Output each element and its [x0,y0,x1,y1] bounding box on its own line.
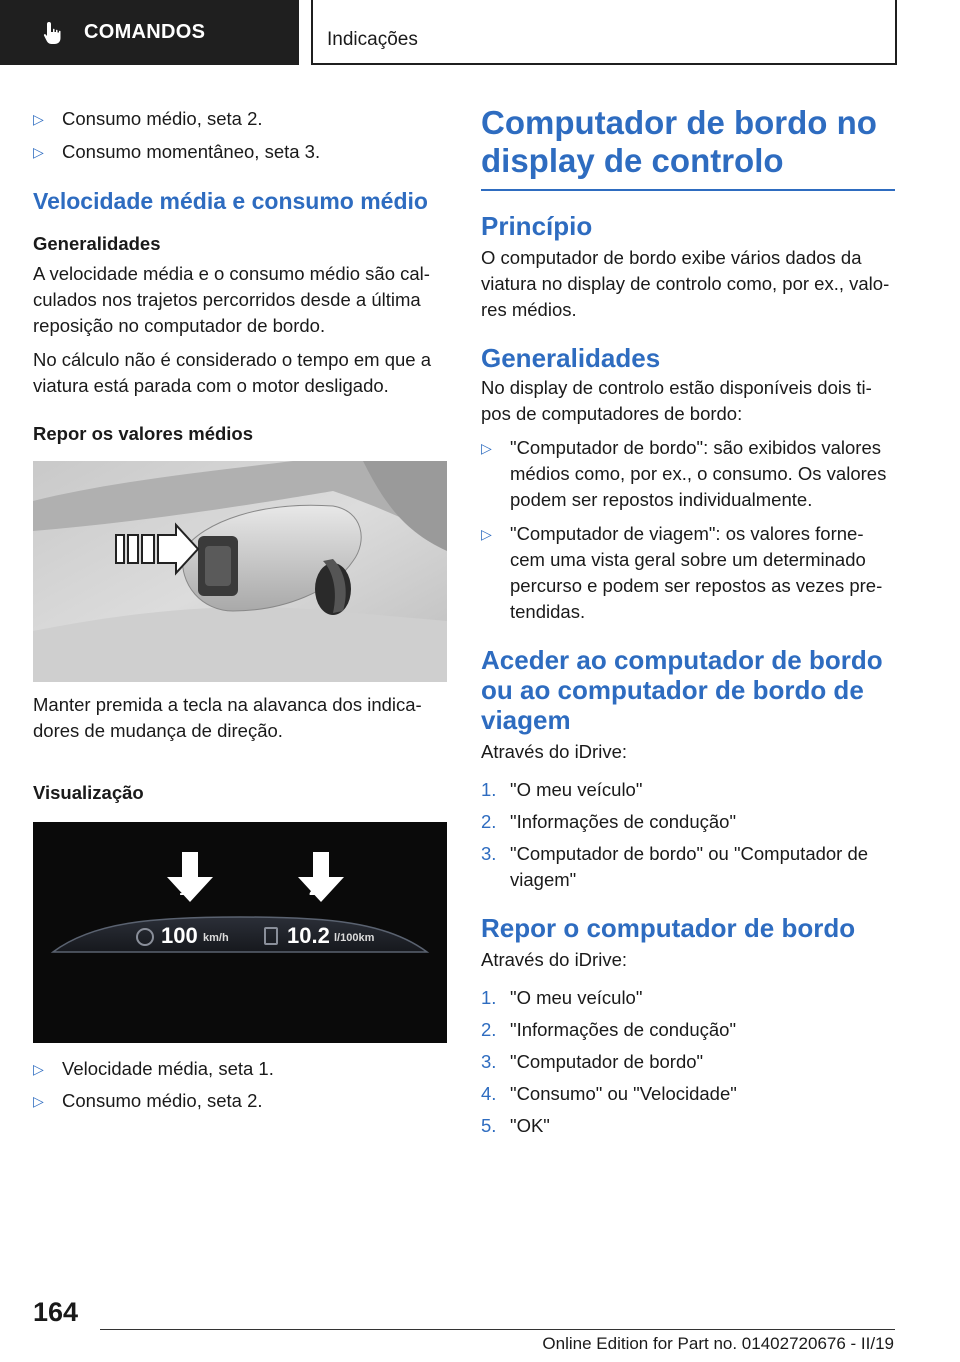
bullet-triangle-icon: ▷ [481,526,492,542]
consumption-unit: l/100km [334,932,375,944]
paragraph: Manter premida a tecla na alavanca dos indica-dores de mudança de direção. [33,694,422,741]
section-heading-principio: Princípio [481,211,593,241]
bullet-triangle-icon: ▷ [33,1061,44,1077]
step-text: "Informações de condução" [510,1019,737,1040]
list-item [481,521,895,625]
list-item-text: "Computador de bordo": são exibidos valores médios como, por ex., o consumo. Os valores podem ser repostos individualmente. [510,437,887,510]
step-text: "Informações de condução" [510,811,737,832]
chapter-header [311,0,897,65]
right-column [481,96,895,1139]
step-item [481,777,895,803]
title-divider [481,189,895,191]
paragraph: No display de controlo estão disponíveis dois ti-pos de computadores de bordo: [481,377,872,424]
page-title-line: Computador de bordo no [481,104,877,141]
paragraph: Através do iDrive: [481,949,627,970]
subheading-repor: Repor os valores médios [33,423,254,444]
page-title [481,104,895,180]
step-text: "Computador de bordo" ou "Computador de viagem" [510,843,869,890]
step-item [481,841,895,893]
instrument-display-image [33,822,447,1043]
paragraph: No cálculo não é considerado o tempo em que a viatura está parada com o motor desligado. [33,349,432,396]
chapter-title: Indicações [327,29,418,50]
step-number: 3. [481,843,497,864]
step-item [481,1049,895,1075]
bullet-triangle-icon: ▷ [481,440,492,456]
list-item-text: Consumo médio, seta 2. [62,108,263,129]
pointing-hand-icon [40,20,66,46]
step-number: 3. [481,1051,497,1072]
turn-signal-lever-image [33,461,447,682]
step-number: 1. [481,987,497,1008]
bullet-triangle-icon: ▷ [33,111,44,127]
edition-note: Online Edition for Part no. 01402720676 - II/19 [542,1334,894,1353]
step-text: "OK" [510,1115,550,1136]
list-item-text: Velocidade média, seta 1. [62,1058,274,1079]
paragraph: Através do iDrive: [481,741,627,762]
page-title-line: display de controlo [481,142,784,179]
speed-value: 100 [161,923,198,948]
list-item [33,139,447,165]
step-item [481,1017,895,1043]
section-heading-repor: Repor o computador de bordo [481,913,856,943]
step-item [481,1113,895,1139]
list-item-text: "Computador de viagem": os valores forne-cem uma vista geral sobre um determinado percurso e podem ser repostos as vezes pre-tendidas. [510,523,883,622]
section-heading-generalidades: Generalidades [481,343,661,373]
paragraph: O computador de bordo exibe vários dados da viatura no display de controlo como, por ex., valo-res médios. [481,247,890,320]
list-item [33,106,447,132]
page-number: 164 [33,1297,79,1327]
footer-divider [100,1329,895,1330]
step-text: "O meu veículo" [510,779,643,800]
bullet-triangle-icon: ▷ [33,144,44,160]
step-number: 5. [481,1115,497,1136]
step-text: "Consumo" ou "Velocidade" [510,1083,737,1104]
step-number: 2. [481,1019,497,1040]
consumption-value: 10.2 [287,923,330,948]
step-text: "Computador de bordo" [510,1051,704,1072]
left-column [33,96,447,1114]
section-heading: Velocidade média e consumo médio [33,188,428,214]
list-item-text: Consumo médio, seta 2. [62,1090,263,1111]
arrow-label-2: 2 [309,879,320,899]
subheading-generalidades: Generalidades [33,233,161,254]
list-item-text: Consumo momentâneo, seta 3. [62,141,321,162]
section-tab-label: COMANDOS [84,21,206,43]
section-tab[interactable] [0,0,299,65]
section-heading-aceder: Aceder ao computador de bordo ou ao computador de bordo de viagem [481,645,883,735]
step-item [481,1081,895,1107]
subheading-visualizacao: Visualização [33,782,144,803]
list-item [33,1088,447,1114]
paragraph: A velocidade média e o consumo médio são cal-culados nos trajetos percorridos desde a última reposição no computador de bordo. [33,263,430,336]
arrow-label-1: 1 [179,879,190,899]
step-number: 2. [481,811,497,832]
list-item [481,435,895,513]
list-item [33,1056,447,1082]
bullet-triangle-icon: ▷ [33,1093,44,1109]
step-text: "O meu veículo" [510,987,643,1008]
step-number: 1. [481,779,497,800]
step-number: 4. [481,1083,497,1104]
step-item [481,809,895,835]
speed-unit: km/h [203,932,229,944]
step-item [481,985,895,1011]
